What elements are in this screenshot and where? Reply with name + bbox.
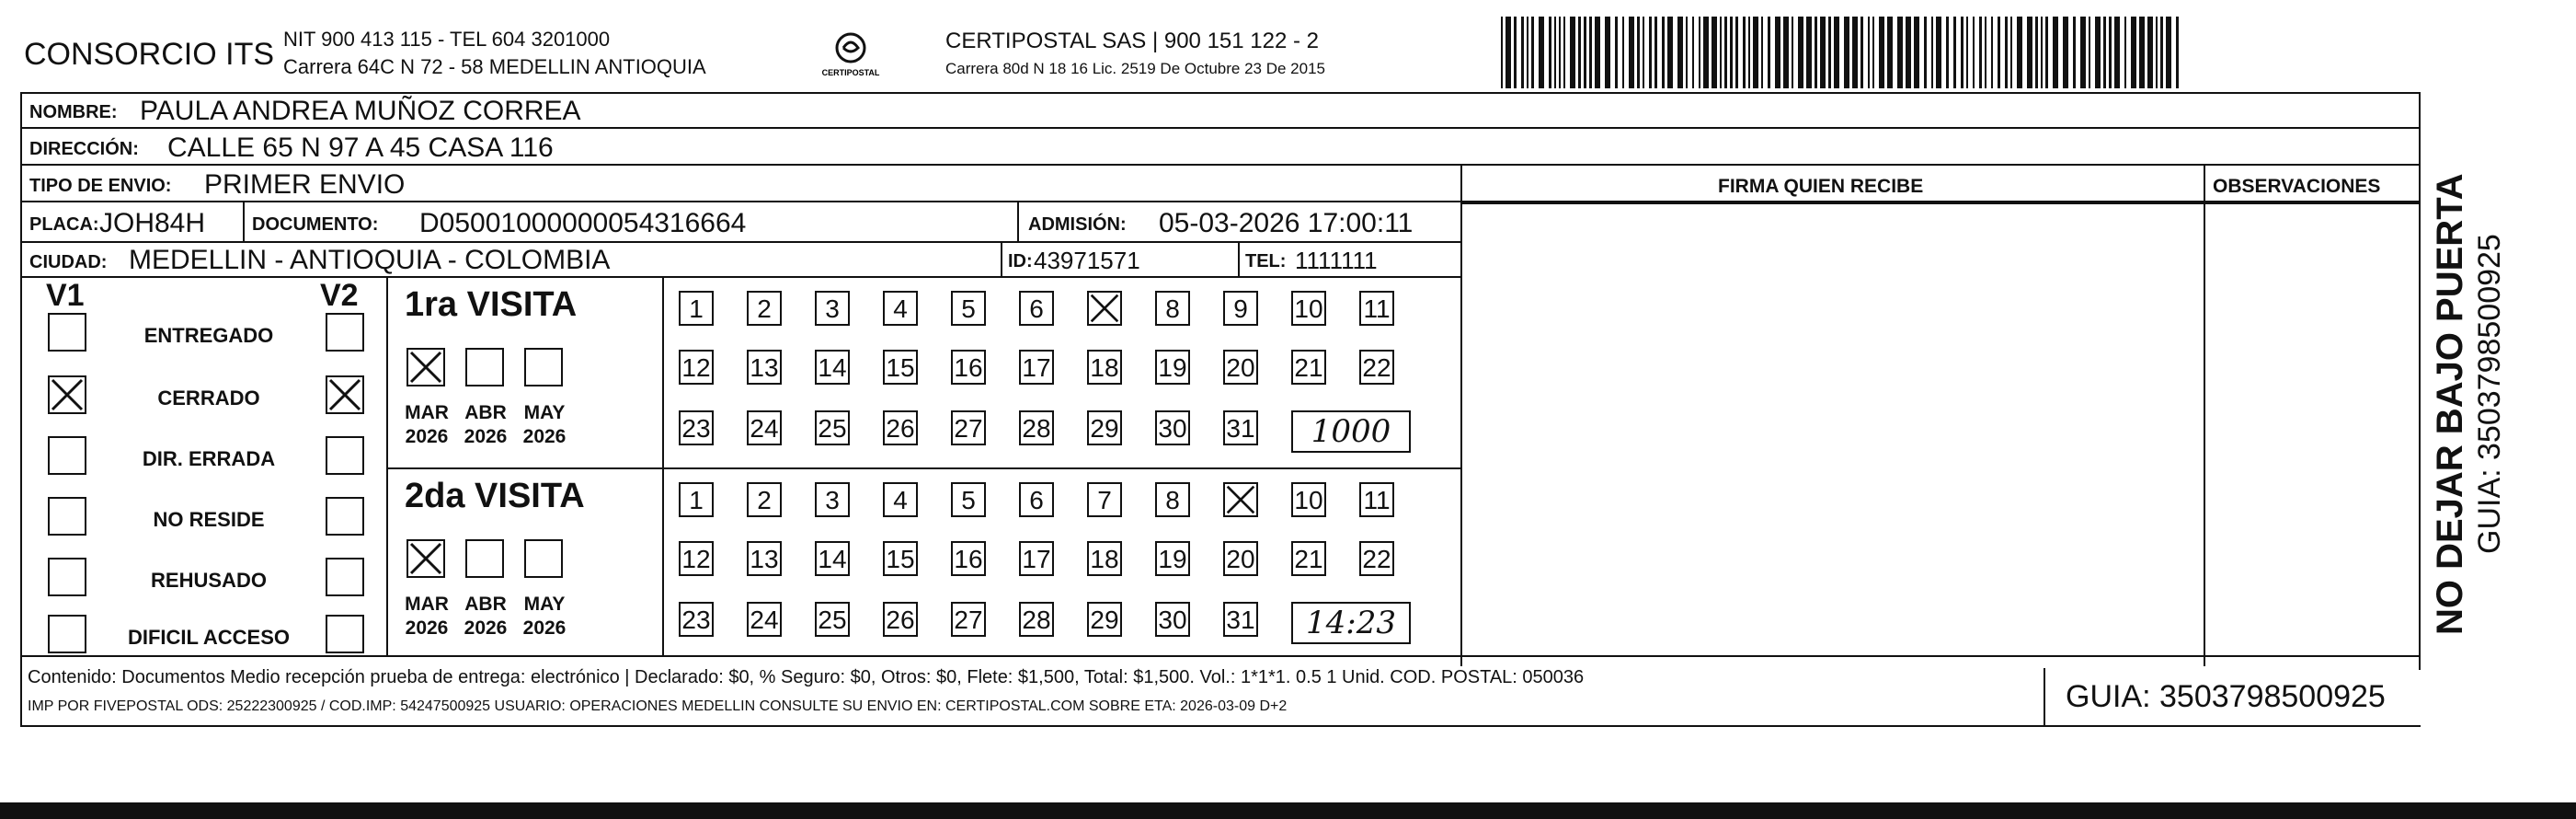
visit-day-label: 9: [1233, 294, 1248, 323]
visit-month-checkbox[interactable]: [465, 348, 504, 386]
visit-month-checkbox[interactable]: [465, 539, 504, 578]
barcode-bar: [1595, 17, 1600, 88]
visit-day-label: 29: [1090, 414, 1119, 443]
visit-day-box[interactable]: [951, 541, 986, 576]
visit-day-label: 28: [1022, 414, 1051, 443]
barcode-bar: [2095, 17, 2101, 88]
admision-value: 05-03-2026 17:00:11: [1159, 208, 1414, 238]
visit-day-label: 11: [1363, 294, 1391, 323]
nombre-value: PAULA ANDREA MUÑOZ CORREA: [140, 96, 581, 126]
visit-day-box[interactable]: [1155, 291, 1190, 326]
visit-day-label: 31: [1226, 414, 1255, 443]
visit-month-checkbox[interactable]: [524, 539, 563, 578]
barcode-bar: [1539, 17, 1544, 88]
barcode-bar: [1834, 17, 1839, 88]
visit-year-label: 2026: [405, 426, 449, 447]
barcode-bar: [1686, 17, 1688, 88]
barcode-bar: [1924, 17, 1927, 88]
status-label: NO RESIDE: [153, 508, 265, 531]
visit-day-box[interactable]: [1359, 291, 1394, 326]
barcode-bar: [1703, 17, 1709, 88]
visit-day-label: 25: [818, 414, 847, 443]
barcode-bar: [2035, 17, 2038, 88]
visit-day-label: 19: [1158, 353, 1187, 382]
barcode-bar: [1979, 17, 1982, 88]
tipo-label: TIPO DE ENVIO:: [29, 176, 172, 196]
barcode-bar: [1879, 17, 1884, 88]
visit-day-label: 23: [681, 606, 711, 634]
barcode-bar: [1906, 17, 1911, 88]
status-label: CERRADO: [157, 386, 260, 410]
visit-day-box[interactable]: [1155, 602, 1190, 637]
barcode-bar: [1761, 17, 1763, 88]
status-checkbox-v2[interactable]: [326, 375, 364, 414]
visit-day-box[interactable]: [1223, 410, 1258, 445]
visit-day-label: 21: [1294, 545, 1323, 573]
barcode-bar: [1724, 17, 1727, 88]
status-checkbox-v1[interactable]: [48, 436, 86, 475]
barcode-bar: [1775, 17, 1780, 88]
visit-day-box[interactable]: [951, 482, 986, 517]
visit-day-label: 22: [1362, 545, 1391, 573]
visit-day-box[interactable]: [951, 602, 986, 637]
visit-day-box[interactable]: [1155, 482, 1190, 517]
visit-day-label: 18: [1090, 545, 1119, 573]
ciudad-label: CIUDAD:: [29, 252, 108, 272]
barcode-bar: [2041, 17, 2043, 88]
barcode-bar: [1946, 17, 1949, 88]
visit-day-box[interactable]: [1087, 350, 1122, 385]
barcode-bar: [1549, 17, 1551, 88]
visit-month-label: ABR: [464, 402, 507, 423]
visit-day-box[interactable]: [1087, 410, 1122, 445]
visit-day-box[interactable]: [883, 482, 918, 517]
visit-day-label: 31: [1226, 606, 1255, 634]
barcode-bar: [1667, 17, 1673, 88]
visit-year-label: 2026: [522, 617, 567, 639]
tel-value: 1111111: [1295, 247, 1378, 274]
visit-day-box[interactable]: [1291, 541, 1326, 576]
visit-day-box[interactable]: [1291, 350, 1326, 385]
visit-month-checkbox[interactable]: [524, 348, 563, 386]
row-nombre: [20, 92, 2421, 129]
barcode-bar: [2139, 17, 2145, 88]
visit-day-box[interactable]: [883, 350, 918, 385]
visit-day-label: 6: [1029, 294, 1044, 323]
status-label: DIR. ERRADA: [142, 447, 276, 470]
visit-day-label: 10: [1294, 294, 1323, 323]
barcode-bar: [1615, 17, 1618, 88]
visit-title: 1ra VISITA: [405, 285, 578, 324]
visit-day-box[interactable]: [1087, 541, 1122, 576]
barcode-bar: [1649, 17, 1652, 88]
row-placa: [20, 202, 1462, 243]
barcode-bar: [1605, 17, 1610, 88]
barcode-bar: [2114, 17, 2120, 88]
barcode-bar: [2109, 17, 2112, 88]
company-nit: NIT 900 413 115 - TEL 604 3201000: [283, 28, 611, 51]
visit-year-label: 2026: [522, 426, 567, 447]
visit-day-box[interactable]: [1223, 291, 1258, 326]
v1-label: V1: [46, 278, 85, 313]
id-value: 43971571: [1034, 247, 1140, 274]
visit-day-box[interactable]: [1087, 602, 1122, 637]
visit-day-label: 3: [825, 294, 840, 323]
barcode-bar: [2089, 17, 2090, 88]
status-label: ENTREGADO: [143, 324, 274, 347]
visit-day-label: 16: [954, 545, 983, 573]
barcode-bar: [1521, 17, 1524, 88]
barcode-bar: [2010, 17, 2012, 88]
visit-day-box[interactable]: [815, 482, 850, 517]
barcode: [1501, 17, 2183, 88]
barcode-bar: [1570, 17, 1575, 88]
barcode-bar: [1844, 17, 1849, 88]
status-checkbox-v1[interactable]: [48, 375, 86, 414]
visit-day-label: 29: [1090, 606, 1119, 634]
company-name: CONSORCIO ITS: [24, 37, 275, 72]
barcode-bar: [1654, 17, 1657, 88]
barcode-bar: [1783, 17, 1789, 88]
barcode-bar: [1531, 17, 1534, 88]
barcode-bar: [1559, 17, 1561, 88]
barcode-bar: [1953, 17, 1956, 88]
row-ciudad: [20, 243, 1462, 278]
visit-day-label: 8: [1165, 294, 1180, 323]
barcode-bar: [1815, 17, 1817, 88]
tipo-value: PRIMER ENVIO: [204, 169, 406, 200]
barcode-bar: [1966, 17, 1968, 88]
visit-day-box[interactable]: [747, 291, 782, 326]
visit-day-label: 28: [1022, 606, 1051, 634]
row-tipo: [20, 166, 2421, 202]
visit-year-label: 2026: [464, 426, 508, 447]
certipostal-line2: Carrera 80d N 18 16 Lic. 2519 De Octubre 23 De 2015: [945, 60, 1325, 77]
visit-month-label: MAY: [523, 594, 566, 615]
visit-day-box[interactable]: [1155, 410, 1190, 445]
visit-month-label: MAY: [523, 402, 566, 423]
visit-day-box[interactable]: [1019, 410, 1054, 445]
status-checkbox-v2[interactable]: [326, 615, 364, 653]
visit-day-label: 3: [825, 486, 840, 514]
visit-day-box[interactable]: [1359, 482, 1394, 517]
visit-day-box[interactable]: [1291, 291, 1326, 326]
barcode-bar: [2063, 17, 2068, 88]
footer-line1: Contenido: Documentos Medio recepción prueba de entrega: electrónico | Declarado: $0, % Seguro: $0, Otros: $0, Flete: $1,500, Total: $1,500. Vol.: 1*1*1. 0.5 1 Unid. COD. POSTAL: 050036: [28, 667, 1585, 687]
visit-day-box[interactable]: [679, 291, 714, 326]
visit-day-box[interactable]: [883, 291, 918, 326]
observaciones-label: OBSERVACIONES: [2213, 176, 2381, 197]
barcode-bar: [1991, 17, 1993, 88]
ciudad-value: MEDELLIN - ANTIOQUIA - COLOMBIA: [129, 245, 611, 275]
visit-day-label: 26: [886, 606, 915, 634]
barcode-bar: [2073, 17, 2076, 88]
barcode-bar: [1931, 17, 1933, 88]
status-checkbox-v1[interactable]: [48, 615, 86, 653]
barcode-bar: [1887, 17, 1893, 88]
tel-label: TEL:: [1245, 251, 1287, 271]
visit-day-label: 12: [681, 353, 711, 382]
nombre-label: NOMBRE:: [29, 102, 118, 122]
status-label: REHUSADO: [151, 569, 267, 592]
visit-day-box[interactable]: [1087, 291, 1122, 326]
visit-day-box[interactable]: [747, 410, 782, 445]
status-checkbox-v2[interactable]: [326, 497, 364, 536]
barcode-bar: [2124, 17, 2126, 88]
visit-day-box[interactable]: [679, 410, 714, 445]
visit-day-label: 30: [1158, 606, 1187, 634]
visit-month-checkbox[interactable]: [406, 348, 445, 386]
visit-day-box[interactable]: [1019, 291, 1054, 326]
direccion-label: DIRECCIÓN:: [29, 139, 139, 159]
barcode-bar: [2045, 17, 2048, 88]
barcode-bar: [1820, 17, 1826, 88]
placa-value: JOH84H: [99, 208, 206, 238]
visit-day-box[interactable]: [1155, 350, 1190, 385]
visit-day-box[interactable]: [883, 541, 918, 576]
barcode-bar: [1629, 17, 1634, 88]
barcode-bar: [1872, 17, 1874, 88]
barcode-bar: [1860, 17, 1863, 88]
visit-title: 2da VISITA: [405, 477, 585, 515]
documento-value: D05001000000054316664: [419, 208, 747, 238]
visit-year-label: 2026: [464, 617, 508, 639]
barcode-bar: [1554, 17, 1556, 88]
barcode-bar: [1936, 17, 1941, 88]
visit-day-box[interactable]: [815, 541, 850, 576]
barcode-bar: [1868, 17, 1870, 88]
visit-day-label: 14: [818, 545, 847, 573]
visit-day-box[interactable]: [883, 602, 918, 637]
visit-day-label: 13: [750, 545, 779, 573]
visit-day-label: 27: [954, 414, 983, 443]
visit-day-label: 5: [961, 486, 976, 514]
barcode-bar: [1589, 17, 1592, 88]
status-label: DIFICIL ACCESO: [127, 626, 290, 649]
visit-day-label: 26: [886, 414, 915, 443]
barcode-bar: [1743, 17, 1746, 88]
barcode-bar: [1622, 17, 1624, 88]
visit-day-box[interactable]: [679, 482, 714, 517]
barcode-bar: [1699, 17, 1700, 88]
firma-label: FIRMA QUIEN RECIBE: [1718, 176, 1924, 197]
visit-day-box[interactable]: [1019, 350, 1054, 385]
visit-day-label: 20: [1226, 545, 1255, 573]
barcode-bar: [1748, 17, 1750, 88]
visit-day-label: 13: [750, 353, 779, 382]
visit-month-label: MAR: [405, 402, 449, 423]
barcode-bar: [1563, 17, 1565, 88]
visit-day-label: 17: [1022, 545, 1051, 573]
barcode-bar: [1768, 17, 1770, 88]
visit-day-box[interactable]: [815, 350, 850, 385]
visit-day-label: 10: [1294, 486, 1323, 514]
visit-day-box[interactable]: [815, 291, 850, 326]
visit-day-label: 25: [818, 606, 847, 634]
visit-day-label: 1: [689, 294, 704, 323]
visit-day-label: 2: [757, 486, 772, 514]
visit-day-box[interactable]: [1223, 482, 1258, 517]
visit-day-label: 5: [961, 294, 976, 323]
visit-day-box[interactable]: [747, 482, 782, 517]
row-direccion: [20, 129, 2421, 166]
visit-day-label: 24: [750, 414, 779, 443]
barcode-bar: [2131, 17, 2136, 88]
visit-day-box[interactable]: [951, 291, 986, 326]
visit-day-label: 16: [954, 353, 983, 382]
barcode-bar: [1806, 17, 1812, 88]
visit-day-label: 19: [1158, 545, 1187, 573]
visit-day-box[interactable]: [679, 350, 714, 385]
v2-label: V2: [320, 278, 359, 313]
barcode-bar: [2027, 17, 2032, 88]
visit-day-box[interactable]: [815, 410, 850, 445]
visit-day-label: 23: [681, 414, 711, 443]
barcode-bar: [1584, 17, 1586, 88]
barcode-bar: [1578, 17, 1581, 88]
barcode-bar: [1798, 17, 1803, 88]
company-address: Carrera 64C N 72 - 58 MEDELLIN ANTIOQUIA: [283, 55, 706, 78]
visit-day-box[interactable]: [1087, 482, 1122, 517]
barcode-bar: [1828, 17, 1831, 88]
visit-day-label: 7: [1097, 486, 1112, 514]
barcode-bar: [1643, 17, 1644, 88]
visit-day-box[interactable]: [1359, 350, 1394, 385]
status-checkbox-v1[interactable]: [48, 497, 86, 536]
visit-day-label: 4: [893, 294, 908, 323]
barcode-bar: [1527, 17, 1528, 88]
visit-year-label: 2026: [405, 617, 449, 639]
visit-day-label: 24: [750, 606, 779, 634]
barcode-bar: [1514, 17, 1517, 88]
visit-day-box[interactable]: [1223, 602, 1258, 637]
id-label: ID:: [1008, 251, 1033, 271]
visit-day-box[interactable]: [815, 602, 850, 637]
visit-day-box[interactable]: [951, 350, 986, 385]
visit-handwritten-note: 1000: [1291, 410, 1411, 453]
visit-handwritten-note: 14:23: [1291, 602, 1411, 644]
barcode-bar: [1753, 17, 1758, 88]
barcode-bar: [1730, 17, 1733, 88]
status-checkbox-v2[interactable]: [326, 313, 364, 352]
barcode-bar: [1712, 17, 1717, 88]
bottom-edge: [0, 802, 2576, 819]
visit-day-box[interactable]: [679, 602, 714, 637]
visit-day-label: 27: [954, 606, 983, 634]
direccion-value: CALLE 65 N 97 A 45 CASA 116: [167, 133, 554, 163]
visit-day-label: 8: [1165, 486, 1180, 514]
visit-day-box[interactable]: [883, 410, 918, 445]
visit-day-label: 6: [1029, 486, 1044, 514]
status-checkbox-v1[interactable]: [48, 313, 86, 352]
status-checkbox-v1[interactable]: [48, 558, 86, 596]
status-checkbox-v2[interactable]: [326, 558, 364, 596]
barcode-bar: [1852, 17, 1858, 88]
barcode-bar: [1720, 17, 1722, 88]
visit-day-label: 30: [1158, 414, 1187, 443]
visit-day-box[interactable]: [1223, 350, 1258, 385]
placa-label: PLACA:: [29, 214, 99, 235]
footer-guia: GUIA: 3503798500925: [2066, 679, 2386, 714]
visit-day-label: 4: [893, 486, 908, 514]
visit-month-label: MAR: [405, 594, 449, 615]
visit-day-label: 11: [1363, 486, 1391, 514]
barcode-bar: [1677, 17, 1683, 88]
svg-text:CERTIPOSTAL: CERTIPOSTAL: [821, 68, 880, 77]
documento-label: DOCUMENTO:: [252, 214, 379, 235]
visit-day-label: 1: [689, 486, 704, 514]
visit-day-box[interactable]: [1359, 541, 1394, 576]
barcode-bar: [1973, 17, 1975, 88]
visit-day-box[interactable]: [951, 410, 986, 445]
barcode-bar: [1792, 17, 1793, 88]
visit-day-box[interactable]: [747, 602, 782, 637]
barcode-bar: [1692, 17, 1694, 88]
barcode-bar: [2160, 17, 2163, 88]
barcode-bar: [1735, 17, 1738, 88]
barcode-bar: [1662, 17, 1665, 88]
barcode-bar: [2080, 17, 2086, 88]
barcode-bar: [2017, 17, 2022, 88]
side-warning: NO DEJAR BAJO PUERTA: [2430, 173, 2470, 635]
barcode-bar: [1506, 17, 1511, 88]
footer-line2: IMP POR FIVEPOSTAL ODS: 25222300925 / COD.IMP: 54247500925 USUARIO: OPERACIONES MEDELLIN CONSULTE SU ENVIO EN: CERTIPOSTAL.COM SOBRE ETA: 2026-03-09 D+2: [28, 698, 1288, 714]
visit-day-label: 2: [757, 294, 772, 323]
visit-day-box[interactable]: [679, 541, 714, 576]
barcode-bar: [1897, 17, 1903, 88]
visit-day-box[interactable]: [1155, 541, 1190, 576]
visit-day-box[interactable]: [1019, 482, 1054, 517]
barcode-bar: [2176, 17, 2179, 88]
visit-day-label: 17: [1022, 353, 1051, 382]
visit-day-label: 22: [1362, 353, 1391, 382]
visit-day-box[interactable]: [1019, 541, 1054, 576]
certipostal-line1: CERTIPOSTAL SAS | 900 151 122 - 2: [945, 29, 1319, 53]
visit-month-checkbox[interactable]: [406, 539, 445, 578]
barcode-bar: [1961, 17, 1963, 88]
visit-day-label: 18: [1090, 353, 1119, 382]
side-guia: GUIA: 3503798500925: [2472, 234, 2507, 554]
certipostal-logo: [809, 28, 892, 83]
barcode-bar: [1914, 17, 1919, 88]
visit-day-label: 15: [886, 353, 915, 382]
barcode-bar: [1985, 17, 1986, 88]
visit-month-label: ABR: [464, 594, 507, 615]
barcode-bar: [2156, 17, 2158, 88]
barcode-bar: [2147, 17, 2153, 88]
barcode-bar: [1501, 17, 1503, 88]
visit-day-label: 12: [681, 545, 711, 573]
barcode-bar: [2103, 17, 2106, 88]
barcode-bar: [2053, 17, 2058, 88]
visit-day-label: 14: [818, 353, 847, 382]
barcode-bar: [1637, 17, 1640, 88]
visit-day-box[interactable]: [747, 541, 782, 576]
visit-day-box[interactable]: [1291, 482, 1326, 517]
visit-day-box[interactable]: [1223, 541, 1258, 576]
visit-day-label: 20: [1226, 353, 1255, 382]
barcode-bar: [2005, 17, 2008, 88]
status-checkbox-v2[interactable]: [326, 436, 364, 475]
visit-day-box[interactable]: [1019, 602, 1054, 637]
visit-day-label: 21: [1294, 353, 1323, 382]
barcode-bar: [2166, 17, 2171, 88]
barcode-bar: [1998, 17, 2000, 88]
visit-day-box[interactable]: [747, 350, 782, 385]
admision-label: ADMISIÓN:: [1028, 214, 1127, 235]
visit-day-label: 15: [886, 545, 915, 573]
